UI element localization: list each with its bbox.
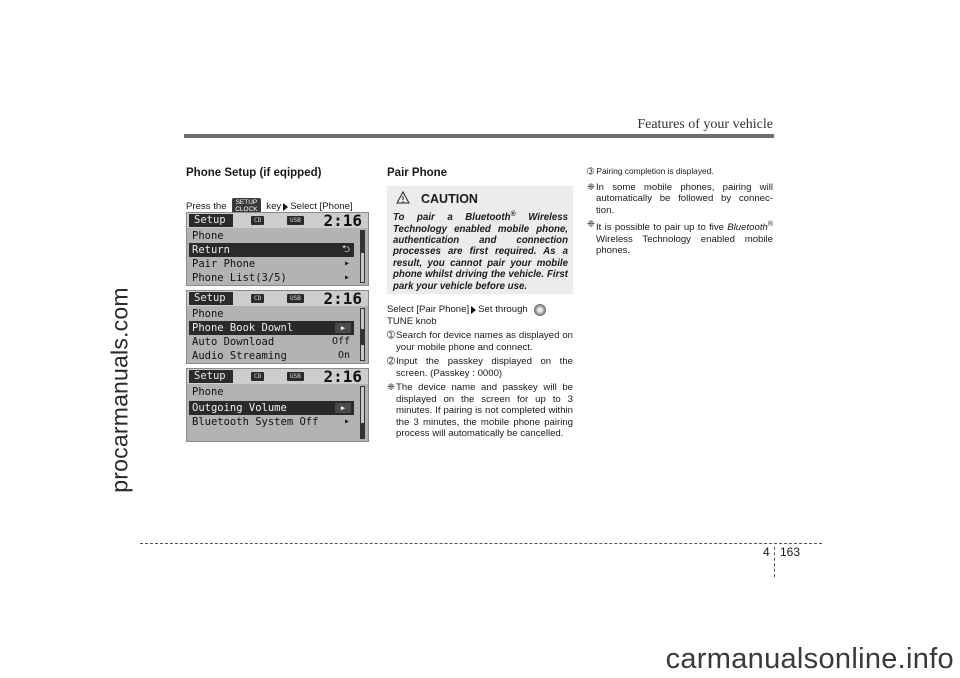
- page-divider: [774, 547, 775, 577]
- header-rule: [184, 134, 774, 138]
- usb-badge: USB: [287, 372, 304, 381]
- screen-scrollbar[interactable]: [360, 230, 365, 283]
- screen-scrollbar[interactable]: [360, 308, 365, 361]
- screen-subtitle: Phone: [192, 308, 224, 320]
- instr-select: Select [Phone]: [290, 201, 353, 213]
- cd-badge: CD: [251, 372, 264, 381]
- tune-knob-icon: [534, 304, 546, 316]
- screen-phone-menu: [186, 290, 369, 364]
- col3: [587, 166, 773, 260]
- menu-item-pair-phone[interactable]: Pair Phone ▸: [192, 258, 350, 270]
- caution-text: To pair a Bluetooth® Wireless Technology enabled mobile phone, authentication and connection processes are first required. As a result, you cannot pair your mobile phone whilst driving the vehicle. First park your vehicle before use.: [393, 211, 568, 292]
- menu-item-return[interactable]: Return ⮌: [189, 243, 354, 257]
- pairing-steps: [387, 330, 573, 443]
- select-pair-phone: Select [Pair Phone]: [387, 304, 470, 316]
- setup-clock-key-icon: SETUP CLOCK: [232, 198, 260, 215]
- play-arrow-icon: ▶: [335, 403, 351, 413]
- list-item: ❈ In some mobile phones, pairing will automatically be followed by connec- tion.: [587, 181, 773, 216]
- setting-value: Off: [331, 336, 350, 347]
- submenu-arrow-icon: ▸: [343, 272, 350, 283]
- warning-triangle-icon: [396, 191, 410, 204]
- select-instruction: [387, 304, 573, 328]
- arrow-right-icon: [471, 306, 476, 314]
- setting-value: On: [337, 350, 350, 361]
- tune-knob-label: TUNE knob: [387, 316, 437, 327]
- pairing-notes: [587, 182, 773, 257]
- set-through: Set through: [478, 304, 528, 316]
- cd-badge: CD: [251, 294, 264, 303]
- chapter-number: 4: [763, 545, 770, 559]
- screen-clock: 2:16: [323, 290, 362, 308]
- list-item: ❈ The device name and passkey will be displayed on the screen for up to 3 minutes. If pairing is not completed within the 3 minutes, the mobile phone pairing process will automatically be cancelled.: [387, 382, 573, 439]
- menu-item-phone-book-download[interactable]: Phone Book Downl ▶: [189, 321, 354, 335]
- menu-item-outgoing-volume[interactable]: Outgoing Volume ▶: [189, 401, 354, 415]
- page-number: 163: [780, 545, 801, 559]
- menu-item-auto-download[interactable]: Auto Download Off: [192, 336, 350, 348]
- submenu-arrow-icon: ▸: [343, 258, 350, 269]
- list-item: ➁ Input the passkey displayed on the screen. (Passkey : 0000): [387, 356, 573, 379]
- screen-title: Setup: [189, 292, 233, 305]
- screen-phone-menu: [186, 368, 369, 442]
- pair-phone-heading: Pair Phone: [387, 167, 448, 179]
- screen-subtitle: Phone: [192, 386, 224, 398]
- usb-badge: USB: [287, 216, 304, 225]
- usb-badge: USB: [287, 294, 304, 303]
- list-item: ➀ Search for device names as displayed on your mobile phone and connect.: [387, 330, 573, 353]
- instr-key: key: [266, 201, 282, 213]
- bottom-watermark: carmanualsonline.info: [665, 643, 954, 675]
- screen-title: Setup: [189, 214, 233, 227]
- screen-title: Setup: [189, 370, 233, 383]
- instr-press: Press the: [186, 201, 227, 213]
- menu-item-audio-streaming[interactable]: Audio Streaming On: [192, 350, 350, 362]
- screen-clock: 2:16: [323, 368, 362, 386]
- menu-item-bluetooth-system-off[interactable]: Bluetooth System Off ▸: [192, 416, 350, 428]
- cd-badge: CD: [251, 216, 264, 225]
- step-3: ➂ Pairing completion is displayed.: [587, 166, 714, 176]
- screen-subtitle: Phone: [192, 230, 224, 242]
- section-title: Features of your vehicle: [637, 117, 773, 132]
- arrow-right-icon: [283, 203, 288, 211]
- caution-title: CAUTION: [421, 192, 478, 206]
- side-watermark: procarmanuals.com: [106, 287, 133, 493]
- screen-phone-menu: [186, 212, 369, 286]
- play-arrow-icon: ▶: [335, 323, 351, 333]
- screen-scrollbar[interactable]: [360, 386, 365, 439]
- list-item: ❈ It is possible to pair up to five Bluetooth® Wireless Technology enabled mobile phones.: [587, 219, 773, 257]
- caution-box: [387, 186, 573, 294]
- menu-item-phone-list[interactable]: Phone List(3/5) ▸: [192, 272, 350, 284]
- return-icon: ⮌: [341, 244, 350, 255]
- phone-setup-heading: Phone Setup (if eqipped): [186, 167, 322, 179]
- screen-clock: 2:16: [323, 212, 362, 230]
- submenu-arrow-icon: ▸: [343, 416, 350, 427]
- footer-rule: [140, 543, 822, 544]
